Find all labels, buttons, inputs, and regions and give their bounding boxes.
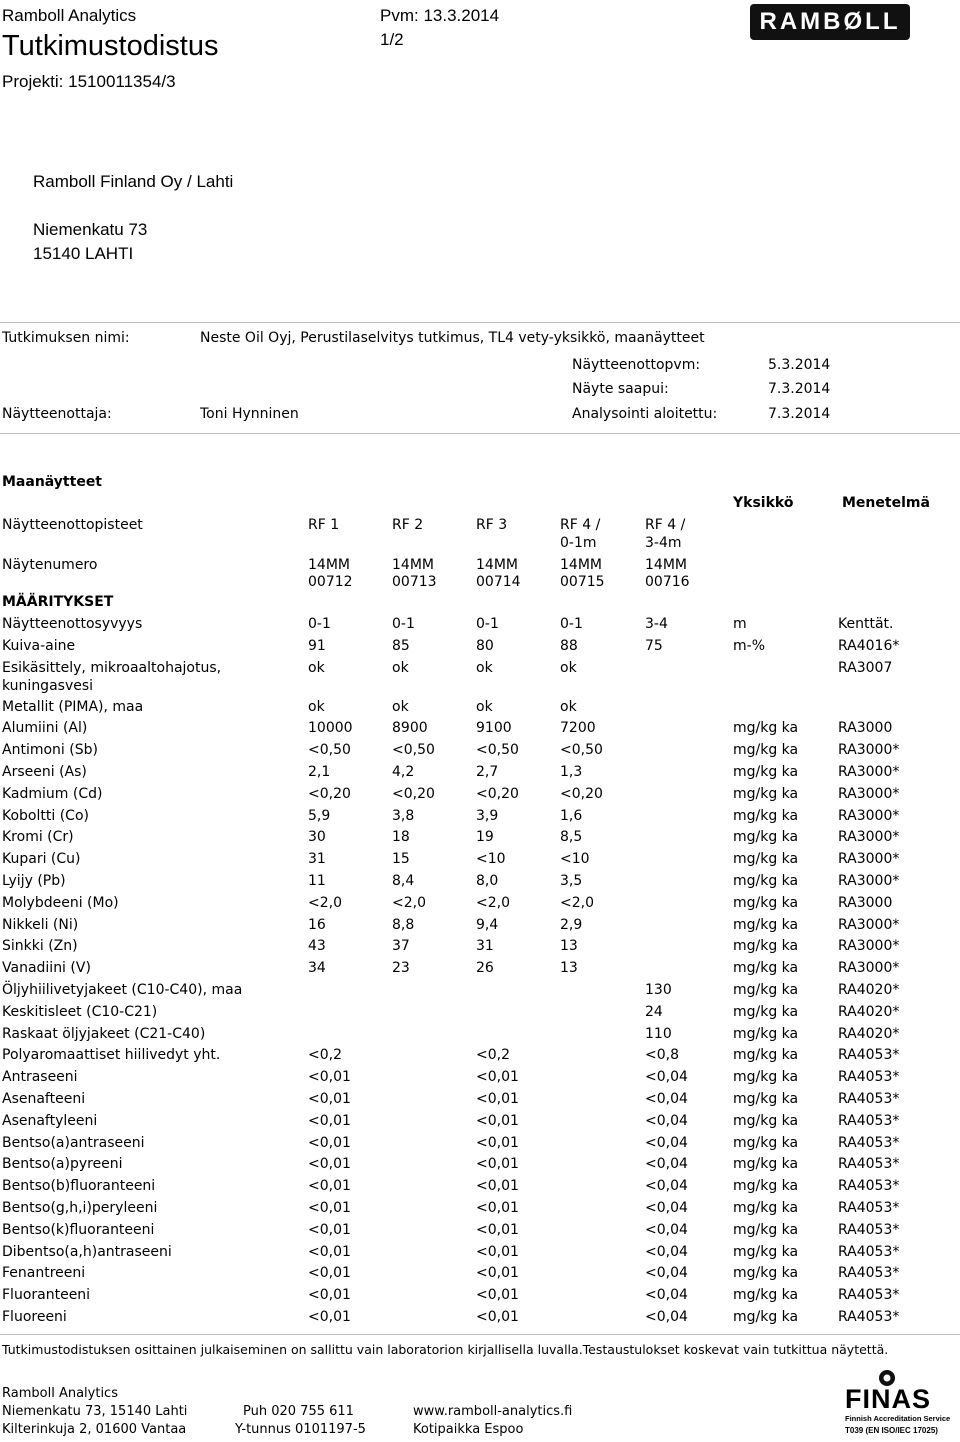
result-value: <0,01 bbox=[476, 1309, 519, 1325]
analyte-name: Fluoranteeni bbox=[2, 1287, 91, 1304]
result-value: 23 bbox=[392, 960, 410, 977]
result-value: 3,9 bbox=[476, 807, 499, 824]
logo-text: RAMBØLL bbox=[759, 8, 901, 35]
unit-value: mg/kg ka bbox=[733, 1265, 799, 1282]
result-value: <0,8 bbox=[645, 1047, 679, 1064]
result-value: 9,4 bbox=[476, 916, 499, 933]
analyte-name: Raskaat öljyjakeet (C21-C40) bbox=[2, 1025, 206, 1042]
method-code: RA4053* bbox=[838, 1091, 900, 1107]
result-value: 10000 bbox=[308, 720, 353, 737]
analyte-name: Bentso(a)pyreeni bbox=[2, 1156, 123, 1173]
unit-value: mg/kg ka bbox=[733, 742, 799, 759]
recipient-street: Niemenkatu 73 bbox=[33, 220, 148, 239]
sampler-value: Toni Hynninen bbox=[200, 406, 299, 422]
lab-name: Ramboll Analytics bbox=[2, 6, 137, 25]
sample-number-prefix-5: 14MM bbox=[645, 557, 687, 573]
result-value: <0,04 bbox=[645, 1156, 688, 1173]
unit-value: mg/kg ka bbox=[733, 1309, 799, 1325]
result-value: 16 bbox=[308, 916, 326, 933]
result-value: <0,20 bbox=[560, 785, 603, 802]
method-code: RA3000* bbox=[838, 807, 900, 824]
sampling-date-value: 5.3.2014 bbox=[768, 357, 831, 373]
result-value: 13 bbox=[560, 960, 578, 977]
unit-value: mg/kg ka bbox=[733, 1178, 799, 1195]
finas-code: T039 (EN ISO/IEC 17025) bbox=[845, 1426, 938, 1435]
sample-number-suffix-5: 00716 bbox=[645, 574, 690, 590]
result-value: <0,04 bbox=[645, 1309, 688, 1325]
method-code: RA3000* bbox=[838, 829, 900, 846]
unit-value: mg/kg ka bbox=[733, 807, 799, 824]
sampling-point-depth-5: 3-4m bbox=[645, 535, 682, 551]
result-value: 18 bbox=[392, 829, 410, 846]
result-value: 2,9 bbox=[560, 916, 583, 933]
result-value: 37 bbox=[392, 938, 410, 955]
unit-value: mg/kg ka bbox=[733, 1134, 799, 1151]
result-value: <0,04 bbox=[645, 1069, 688, 1086]
result-value: 1,3 bbox=[560, 764, 583, 780]
analysis-label: Analysointi aloitettu: bbox=[572, 406, 718, 422]
result-value: ok bbox=[308, 659, 325, 676]
analyte-name: Bentso(k)fluoranteeni bbox=[2, 1221, 155, 1238]
result-value: <0,01 bbox=[476, 1200, 519, 1216]
result-value: <0,04 bbox=[645, 1091, 688, 1107]
sample-number-prefix-4: 14MM bbox=[560, 557, 602, 573]
document-date: Pvm: 13.3.2014 bbox=[380, 6, 500, 25]
result-value: <0,04 bbox=[645, 1287, 688, 1304]
analyte-name: Metallit (PIMA), maa bbox=[2, 698, 144, 715]
method-code: RA3000* bbox=[838, 851, 900, 868]
analyte-name: Bentso(b)fluoranteeni bbox=[2, 1178, 156, 1195]
method-code: RA4053* bbox=[838, 1265, 900, 1282]
analyte-name: Polyaromaattiset hiilivedyt yht. bbox=[2, 1047, 221, 1064]
result-value: <2,0 bbox=[476, 894, 510, 911]
analyte-name: Antraseeni bbox=[2, 1069, 78, 1086]
result-value: 8900 bbox=[392, 720, 428, 737]
unit-value: mg/kg ka bbox=[733, 720, 799, 737]
result-value: <0,04 bbox=[645, 1112, 688, 1129]
result-value: 34 bbox=[308, 960, 326, 977]
study-label: Tutkimuksen nimi: bbox=[2, 330, 130, 346]
unit-value: mg/kg ka bbox=[733, 1069, 799, 1086]
result-value: 3,5 bbox=[560, 873, 583, 889]
unit-value: mg/kg ka bbox=[733, 1200, 799, 1216]
result-value: 43 bbox=[308, 938, 326, 955]
finas-logo bbox=[845, 1368, 955, 1438]
unit-value: mg/kg ka bbox=[733, 764, 799, 780]
result-value: 8,0 bbox=[476, 873, 499, 889]
result-value: 110 bbox=[645, 1025, 672, 1042]
result-value: 130 bbox=[645, 982, 672, 998]
method-code: RA3000* bbox=[838, 764, 900, 780]
method-code: RA3000* bbox=[838, 938, 900, 955]
result-value: <0,01 bbox=[308, 1091, 351, 1107]
analyte-name: Asenafteeni bbox=[2, 1091, 86, 1107]
result-value: <0,01 bbox=[476, 1134, 519, 1151]
analyte-name: Sinkki (Zn) bbox=[2, 938, 78, 955]
method-code: RA4020* bbox=[838, 1025, 900, 1042]
method-header: Menetelmä bbox=[842, 495, 930, 511]
analyte-name: Näytteenottosyvyys bbox=[2, 616, 143, 632]
result-value: 8,4 bbox=[392, 873, 415, 889]
sampling-point-3: RF 3 bbox=[476, 517, 508, 533]
sampling-point-depth-4: 0-1m bbox=[560, 535, 597, 551]
analyte-name: Öljyhiilivetyjakeet (C10-C40), maa bbox=[2, 982, 243, 998]
result-value: 80 bbox=[476, 637, 494, 654]
result-value: <0,01 bbox=[476, 1221, 519, 1238]
analyte-name: Keskitisleet (C10-C21) bbox=[2, 1003, 158, 1020]
result-value: 88 bbox=[560, 637, 578, 654]
result-value: <0,01 bbox=[476, 1156, 519, 1173]
analyte-name: Vanadiini (V) bbox=[2, 960, 91, 977]
unit-value: mg/kg ka bbox=[733, 1287, 799, 1304]
study-value: Neste Oil Oyj, Perustilaselvitys tutkimus, TL4 vety-yksikkö, maanäytteet bbox=[200, 330, 705, 346]
received-label: Näyte saapui: bbox=[572, 381, 669, 397]
result-value: <0,01 bbox=[308, 1243, 351, 1260]
method-code: RA4053* bbox=[838, 1200, 900, 1216]
sample-number-suffix-4: 00715 bbox=[560, 574, 605, 590]
unit-value: m bbox=[733, 616, 747, 632]
analysis-value: 7.3.2014 bbox=[768, 406, 831, 422]
result-value: <0,50 bbox=[392, 742, 435, 759]
result-value: <0,01 bbox=[476, 1091, 519, 1107]
analyte-name: Fenantreeni bbox=[2, 1265, 86, 1282]
result-value: <0,01 bbox=[476, 1112, 519, 1129]
result-value: <2,0 bbox=[560, 894, 594, 911]
unit-value: mg/kg ka bbox=[733, 851, 799, 868]
unit-value: mg/kg ka bbox=[733, 1025, 799, 1042]
unit-value: mg/kg ka bbox=[733, 938, 799, 955]
footer-address-2: Kilterinkuja 2, 01600 Vantaa bbox=[2, 1422, 187, 1437]
ramboll-logo bbox=[750, 4, 910, 40]
result-value: 5,9 bbox=[308, 807, 331, 824]
analyte-name: Bentso(g,h,i)peryleeni bbox=[2, 1200, 158, 1216]
result-value: 31 bbox=[308, 851, 326, 868]
result-value: <0,01 bbox=[308, 1156, 351, 1173]
analyte-name: Molybdeeni (Mo) bbox=[2, 894, 119, 911]
result-value: 26 bbox=[476, 960, 494, 977]
result-value: <0,04 bbox=[645, 1178, 688, 1195]
method-code: RA3007 bbox=[838, 659, 893, 676]
result-value: <0,01 bbox=[308, 1112, 351, 1129]
sample-number-suffix-1: 00712 bbox=[308, 574, 353, 590]
result-value: <0,04 bbox=[645, 1221, 688, 1238]
method-code: RA4053* bbox=[838, 1134, 900, 1151]
analyte-name: Kupari (Cu) bbox=[2, 851, 81, 868]
method-code: RA4020* bbox=[838, 982, 900, 998]
method-code: RA3000* bbox=[838, 916, 900, 933]
unit-value: mg/kg ka bbox=[733, 1047, 799, 1064]
result-value: 8,8 bbox=[392, 916, 415, 933]
result-value: ok bbox=[476, 659, 493, 676]
analyte-name: Bentso(a)antraseeni bbox=[2, 1134, 145, 1151]
footer-address-1: Niemenkatu 73, 15140 Lahti bbox=[2, 1404, 188, 1419]
analyte-name: Koboltti (Co) bbox=[2, 807, 89, 824]
result-value: <0,20 bbox=[392, 785, 435, 802]
unit-value: mg/kg ka bbox=[733, 1003, 799, 1020]
footer-phone: Puh 020 755 611 bbox=[243, 1404, 354, 1419]
result-value: <2,0 bbox=[308, 894, 342, 911]
method-code: RA4053* bbox=[838, 1243, 900, 1260]
result-value: 2,7 bbox=[476, 764, 499, 780]
result-value: 75 bbox=[645, 637, 663, 654]
unit-value: m-% bbox=[733, 637, 765, 654]
unit-value: mg/kg ka bbox=[733, 829, 799, 846]
analyte-name: Kuiva-aine bbox=[2, 637, 76, 654]
result-value: ok bbox=[392, 659, 409, 676]
result-value: <0,20 bbox=[476, 785, 519, 802]
result-value: <0,04 bbox=[645, 1265, 688, 1282]
method-code: RA3000* bbox=[838, 785, 900, 802]
footer-business-id: Y-tunnus 0101197-5 bbox=[235, 1422, 366, 1437]
method-code: RA3000* bbox=[838, 960, 900, 977]
result-value: <0,01 bbox=[476, 1069, 519, 1086]
analyte-name: Dibentso(a,h)antraseeni bbox=[2, 1243, 172, 1260]
result-value: 85 bbox=[392, 637, 410, 654]
unit-value: mg/kg ka bbox=[733, 873, 799, 889]
analyte-name: Esikäsittely, mikroaaltohajotus, bbox=[2, 659, 222, 676]
result-value: <10 bbox=[560, 851, 590, 868]
result-value: <0,01 bbox=[308, 1265, 351, 1282]
unit-value: mg/kg ka bbox=[733, 916, 799, 933]
method-code: RA4053* bbox=[838, 1221, 900, 1238]
result-value: 0-1 bbox=[392, 616, 415, 632]
result-value: <0,01 bbox=[308, 1200, 351, 1216]
footer-domicile: Kotipaikka Espoo bbox=[413, 1422, 524, 1437]
result-value: 2,1 bbox=[308, 764, 331, 780]
analyte-name: Antimoni (Sb) bbox=[2, 742, 98, 759]
document-title: Tutkimustodistus bbox=[2, 30, 219, 62]
result-value: <0,04 bbox=[645, 1200, 688, 1216]
footer-org: Ramboll Analytics bbox=[2, 1386, 118, 1401]
result-value: 24 bbox=[645, 1003, 663, 1020]
result-value: <0,01 bbox=[308, 1309, 351, 1325]
result-value: <0,04 bbox=[645, 1134, 688, 1151]
method-code: RA4053* bbox=[838, 1047, 900, 1064]
analyte-name: Alumiini (Al) bbox=[2, 720, 88, 737]
result-value: 9100 bbox=[476, 720, 512, 737]
divider bbox=[0, 433, 960, 434]
analyte-name: Kromi (Cr) bbox=[2, 829, 74, 846]
sampling-point-1: RF 1 bbox=[308, 517, 340, 533]
unit-value: mg/kg ka bbox=[733, 1156, 799, 1173]
unit-value: mg/kg ka bbox=[733, 1112, 799, 1129]
analyte-name: Lyijy (Pb) bbox=[2, 873, 66, 889]
finas-title: FINAS bbox=[845, 1384, 931, 1414]
result-value: 3,8 bbox=[392, 807, 415, 824]
result-value: 3-4 bbox=[645, 616, 668, 632]
result-value: 7200 bbox=[560, 720, 596, 737]
result-value: 11 bbox=[308, 873, 326, 889]
method-code: RA4053* bbox=[838, 1309, 900, 1325]
sample-number-prefix-2: 14MM bbox=[392, 557, 434, 573]
result-value: <0,01 bbox=[308, 1134, 351, 1151]
analyte-name-continued: kuningasvesi bbox=[2, 677, 94, 694]
analyte-name: Asenaftyleeni bbox=[2, 1112, 98, 1129]
result-value: 19 bbox=[476, 829, 494, 846]
footer-website[interactable]: www.ramboll-analytics.fi bbox=[413, 1404, 573, 1419]
unit-value: mg/kg ka bbox=[733, 982, 799, 998]
sampling-point-2: RF 2 bbox=[392, 517, 424, 533]
result-value: <2,0 bbox=[392, 894, 426, 911]
result-value: <0,01 bbox=[308, 1069, 351, 1086]
result-value: <0,01 bbox=[476, 1287, 519, 1304]
sample-number-suffix-3: 00714 bbox=[476, 574, 521, 590]
sampler-label: Näytteenottaja: bbox=[2, 406, 112, 422]
sampling-date-label: Näytteenottopvm: bbox=[572, 357, 701, 373]
result-value: 15 bbox=[392, 851, 410, 868]
method-code: RA4016* bbox=[838, 637, 900, 654]
finas-subtitle: Finnish Accreditation Service bbox=[845, 1414, 951, 1423]
unit-value: mg/kg ka bbox=[733, 1221, 799, 1238]
analyte-name: Arseeni (As) bbox=[2, 764, 87, 780]
result-value: 1,6 bbox=[560, 807, 583, 824]
points-label: Näytteenottopisteet bbox=[2, 517, 143, 533]
unit-value: mg/kg ka bbox=[733, 1091, 799, 1107]
sampling-point-4: RF 4 / bbox=[560, 517, 601, 533]
result-value: <0,20 bbox=[308, 785, 351, 802]
result-value: <0,01 bbox=[308, 1221, 351, 1238]
recipient-city: 15140 LAHTI bbox=[33, 244, 134, 263]
result-value: ok bbox=[308, 698, 325, 715]
sample-number-suffix-2: 00713 bbox=[392, 574, 437, 590]
result-value: 8,5 bbox=[560, 829, 583, 846]
recipient-name: Ramboll Finland Oy / Lahti bbox=[33, 172, 234, 191]
result-value: 30 bbox=[308, 829, 326, 846]
method-code: RA4053* bbox=[838, 1287, 900, 1304]
result-value: <10 bbox=[476, 851, 506, 868]
result-value: <0,01 bbox=[308, 1178, 351, 1195]
result-value: ok bbox=[560, 659, 577, 676]
result-value: 0-1 bbox=[560, 616, 583, 632]
result-value: <0,01 bbox=[476, 1265, 519, 1282]
result-value: <0,2 bbox=[308, 1047, 342, 1064]
sampling-point-5: RF 4 / bbox=[645, 517, 686, 533]
method-code: RA4053* bbox=[838, 1178, 900, 1195]
sample-number-prefix-1: 14MM bbox=[308, 557, 350, 573]
unit-value: mg/kg ka bbox=[733, 785, 799, 802]
disclaimer: Tutkimustodistuksen osittainen julkaiseminen on sallittu vain laboratorion kirjallisella luvalla.Testaustulokset koskevat vain tutkittua näytettä. bbox=[2, 1342, 889, 1357]
analyte-name: Fluoreeni bbox=[2, 1309, 67, 1325]
sample-number-prefix-3: 14MM bbox=[476, 557, 518, 573]
result-value: ok bbox=[392, 698, 409, 715]
project-number: Projekti: 1510011354/3 bbox=[2, 72, 176, 91]
divider bbox=[0, 322, 960, 323]
result-value: 0-1 bbox=[308, 616, 331, 632]
section-title: Maanäytteet bbox=[2, 474, 103, 490]
unit-value: mg/kg ka bbox=[733, 1243, 799, 1260]
method-code: RA4053* bbox=[838, 1156, 900, 1173]
result-value: 31 bbox=[476, 938, 494, 955]
unit-header: Yksikkö bbox=[733, 495, 794, 511]
method-code: RA3000 bbox=[838, 894, 893, 911]
method-code: RA3000 bbox=[838, 720, 893, 737]
result-value: <0,50 bbox=[476, 742, 519, 759]
analyte-name: Nikkeli (Ni) bbox=[2, 916, 79, 933]
result-value: <0,04 bbox=[645, 1243, 688, 1260]
method-code: RA3000* bbox=[838, 873, 900, 889]
result-value: 4,2 bbox=[392, 764, 415, 780]
sample-number-label: Näytenumero bbox=[2, 557, 98, 573]
result-value: <0,01 bbox=[476, 1178, 519, 1195]
result-value: 13 bbox=[560, 938, 578, 955]
method-code: Kenttät. bbox=[838, 616, 894, 632]
result-value: <0,50 bbox=[308, 742, 351, 759]
result-value: ok bbox=[560, 698, 577, 715]
result-value: 0-1 bbox=[476, 616, 499, 632]
result-value: <0,01 bbox=[476, 1243, 519, 1260]
result-value: <0,01 bbox=[308, 1287, 351, 1304]
unit-value: mg/kg ka bbox=[733, 894, 799, 911]
analyte-name: Kadmium (Cd) bbox=[2, 785, 103, 802]
divider bbox=[0, 1334, 960, 1335]
received-value: 7.3.2014 bbox=[768, 381, 831, 397]
determinations-label: MÄÄRITYKSET bbox=[2, 594, 114, 610]
method-code: RA3000* bbox=[838, 742, 900, 759]
result-value: <0,50 bbox=[560, 742, 603, 759]
result-value: 91 bbox=[308, 637, 326, 654]
page-number: 1/2 bbox=[380, 30, 404, 49]
result-value: <0,2 bbox=[476, 1047, 510, 1064]
method-code: RA4053* bbox=[838, 1112, 900, 1129]
method-code: RA4053* bbox=[838, 1069, 900, 1086]
method-code: RA4020* bbox=[838, 1003, 900, 1020]
unit-value: mg/kg ka bbox=[733, 960, 799, 977]
result-value: ok bbox=[476, 698, 493, 715]
